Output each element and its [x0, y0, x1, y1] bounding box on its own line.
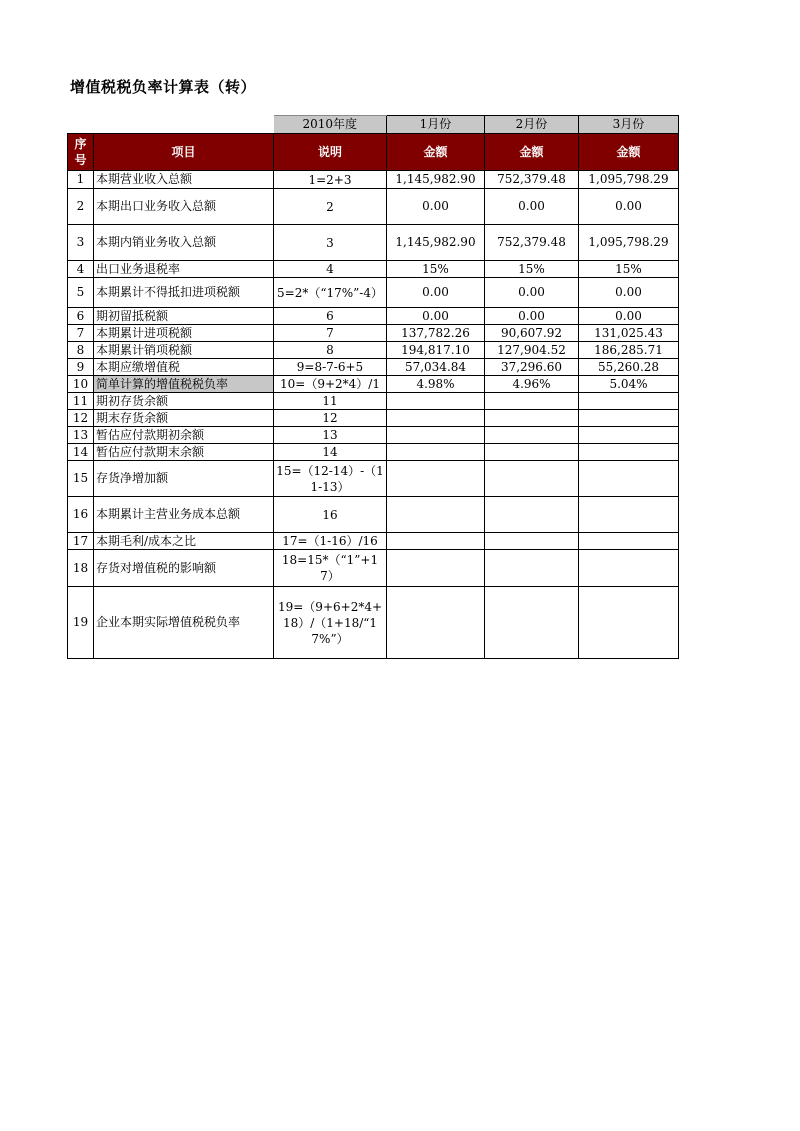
row-value-3: 5.04% — [579, 376, 679, 393]
row-value-1: 57,034.84 — [387, 359, 485, 376]
row-number: 15 — [68, 461, 94, 497]
row-number: 9 — [68, 359, 94, 376]
row-value-1: 0.00 — [387, 189, 485, 225]
row-number: 3 — [68, 225, 94, 261]
row-item: 本期累计进项税额 — [94, 325, 274, 342]
row-desc: 3 — [274, 225, 387, 261]
table-row — [68, 189, 679, 225]
row-value-1: 1,145,982.90 — [387, 171, 485, 189]
row-number: 16 — [68, 497, 94, 533]
row-item: 本期出口业务收入总额 — [94, 189, 274, 225]
table-row — [68, 427, 679, 444]
row-value-2 — [485, 497, 579, 533]
row-number: 13 — [68, 427, 94, 444]
sheet-title: 增值税税负率计算表（转） — [70, 78, 257, 96]
row-value-3 — [579, 550, 679, 587]
row-value-2: 4.96% — [485, 376, 579, 393]
row-item: 本期累计销项税额 — [94, 342, 274, 359]
row-value-2 — [485, 550, 579, 587]
row-desc: 6 — [274, 308, 387, 325]
row-value-3: 55,260.28 — [579, 359, 679, 376]
row-desc: 12 — [274, 410, 387, 427]
header-seq: 序号 — [68, 134, 94, 171]
table-row — [68, 587, 679, 659]
row-number: 18 — [68, 550, 94, 587]
row-desc: 9=8-7-6+5 — [274, 359, 387, 376]
row-value-1 — [387, 461, 485, 497]
row-value-3 — [579, 587, 679, 659]
row-value-2 — [485, 444, 579, 461]
row-value-3: 1,095,798.29 — [579, 171, 679, 189]
year-label: 2010年度 — [274, 116, 387, 134]
month-1: 1月份 — [387, 116, 485, 134]
row-value-1 — [387, 427, 485, 444]
row-value-3 — [579, 533, 679, 550]
row-number: 7 — [68, 325, 94, 342]
row-desc: 14 — [274, 444, 387, 461]
row-number: 8 — [68, 342, 94, 359]
row-value-3 — [579, 427, 679, 444]
row-value-2 — [485, 393, 579, 410]
row-item: 企业本期实际增值税税负率 — [94, 587, 274, 659]
row-number: 5 — [68, 278, 94, 308]
row-desc: 4 — [274, 261, 387, 278]
row-item: 存货对增值税的影响额 — [94, 550, 274, 587]
row-value-2: 15% — [485, 261, 579, 278]
table-row — [68, 325, 679, 342]
row-value-2 — [485, 533, 579, 550]
row-value-2: 0.00 — [485, 308, 579, 325]
row-value-2 — [485, 410, 579, 427]
row-value-2: 752,379.48 — [485, 225, 579, 261]
row-value-1: 4.98% — [387, 376, 485, 393]
row-desc: 11 — [274, 393, 387, 410]
header-desc: 说明 — [274, 134, 387, 171]
row-value-3: 131,025.43 — [579, 325, 679, 342]
row-item: 本期毛利/成本之比 — [94, 533, 274, 550]
row-item: 暂估应付款期初余额 — [94, 427, 274, 444]
row-value-1: 0.00 — [387, 308, 485, 325]
table-row — [68, 359, 679, 376]
row-value-1 — [387, 497, 485, 533]
table-row — [68, 342, 679, 359]
row-value-3: 186,285.71 — [579, 342, 679, 359]
row-value-1: 137,782.26 — [387, 325, 485, 342]
row-value-1 — [387, 550, 485, 587]
row-number: 4 — [68, 261, 94, 278]
row-desc: 1=2+3 — [274, 171, 387, 189]
row-item: 出口业务退税率 — [94, 261, 274, 278]
table-row — [68, 550, 679, 587]
row-desc: 5=2*（“17%”-4） — [274, 278, 387, 308]
table-row — [68, 261, 679, 278]
header-amount-3: 金额 — [579, 134, 679, 171]
table-row — [68, 225, 679, 261]
row-value-3 — [579, 410, 679, 427]
row-value-2: 0.00 — [485, 278, 579, 308]
row-desc: 18=15*（“1”+17） — [274, 550, 387, 587]
row-item: 本期应缴增值税 — [94, 359, 274, 376]
row-value-3: 1,095,798.29 — [579, 225, 679, 261]
table-row — [68, 410, 679, 427]
row-desc: 8 — [274, 342, 387, 359]
row-number: 2 — [68, 189, 94, 225]
row-value-3: 0.00 — [579, 189, 679, 225]
row-desc: 16 — [274, 497, 387, 533]
header-amount-1: 金额 — [387, 134, 485, 171]
table-row — [68, 308, 679, 325]
header-item: 项目 — [94, 134, 274, 171]
row-value-2: 752,379.48 — [485, 171, 579, 189]
row-value-3: 0.00 — [579, 278, 679, 308]
row-value-2: 37,296.60 — [485, 359, 579, 376]
row-value-1 — [387, 410, 485, 427]
row-value-3: 15% — [579, 261, 679, 278]
row-value-2 — [485, 587, 579, 659]
row-desc: 15=（12-14）-（11-13） — [274, 461, 387, 497]
table-row — [68, 497, 679, 533]
row-value-1 — [387, 533, 485, 550]
table-row — [68, 171, 679, 189]
table-row — [68, 444, 679, 461]
row-desc: 2 — [274, 189, 387, 225]
row-item: 暂估应付款期末余额 — [94, 444, 274, 461]
row-desc: 10=（9+2*4）/1 — [274, 376, 387, 393]
row-item: 期初留抵税额 — [94, 308, 274, 325]
month-2: 2月份 — [485, 116, 579, 134]
row-item: 简单计算的增值税税负率 — [94, 376, 274, 393]
row-desc: 17=（1-16）/16 — [274, 533, 387, 550]
row-value-2 — [485, 427, 579, 444]
row-value-3 — [579, 444, 679, 461]
row-number: 6 — [68, 308, 94, 325]
row-value-3 — [579, 461, 679, 497]
row-item: 本期累计主营业务成本总额 — [94, 497, 274, 533]
vat-table — [67, 115, 679, 659]
row-item: 本期内销业务收入总额 — [94, 225, 274, 261]
row-number: 17 — [68, 533, 94, 550]
row-value-2: 0.00 — [485, 189, 579, 225]
row-number: 14 — [68, 444, 94, 461]
row-number: 12 — [68, 410, 94, 427]
row-desc: 19=（9+6+2*4+18）/（1+18/“17%”） — [274, 587, 387, 659]
row-item: 本期营业收入总额 — [94, 171, 274, 189]
table-row — [68, 278, 679, 308]
header-amount-2: 金额 — [485, 134, 579, 171]
row-value-1 — [387, 393, 485, 410]
row-value-2 — [485, 461, 579, 497]
table-row — [68, 461, 679, 497]
row-number: 10 — [68, 376, 94, 393]
row-value-1: 0.00 — [387, 278, 485, 308]
row-value-1: 15% — [387, 261, 485, 278]
row-value-1 — [387, 444, 485, 461]
row-value-1 — [387, 587, 485, 659]
row-item: 存货净增加额 — [94, 461, 274, 497]
row-desc: 13 — [274, 427, 387, 444]
row-item: 期末存货余额 — [94, 410, 274, 427]
row-value-1: 194,817.10 — [387, 342, 485, 359]
row-number: 1 — [68, 171, 94, 189]
row-number: 19 — [68, 587, 94, 659]
table-row — [68, 533, 679, 550]
row-value-3: 0.00 — [579, 308, 679, 325]
month-3: 3月份 — [579, 116, 679, 134]
row-item: 期初存货余额 — [94, 393, 274, 410]
row-value-1: 1,145,982.90 — [387, 225, 485, 261]
row-value-3 — [579, 497, 679, 533]
table-row — [68, 376, 679, 393]
row-number: 11 — [68, 393, 94, 410]
row-item: 本期累计不得抵扣进项税额 — [94, 278, 274, 308]
row-value-3 — [579, 393, 679, 410]
row-desc: 7 — [274, 325, 387, 342]
row-value-2: 127,904.52 — [485, 342, 579, 359]
table-row — [68, 393, 679, 410]
row-value-2: 90,607.92 — [485, 325, 579, 342]
